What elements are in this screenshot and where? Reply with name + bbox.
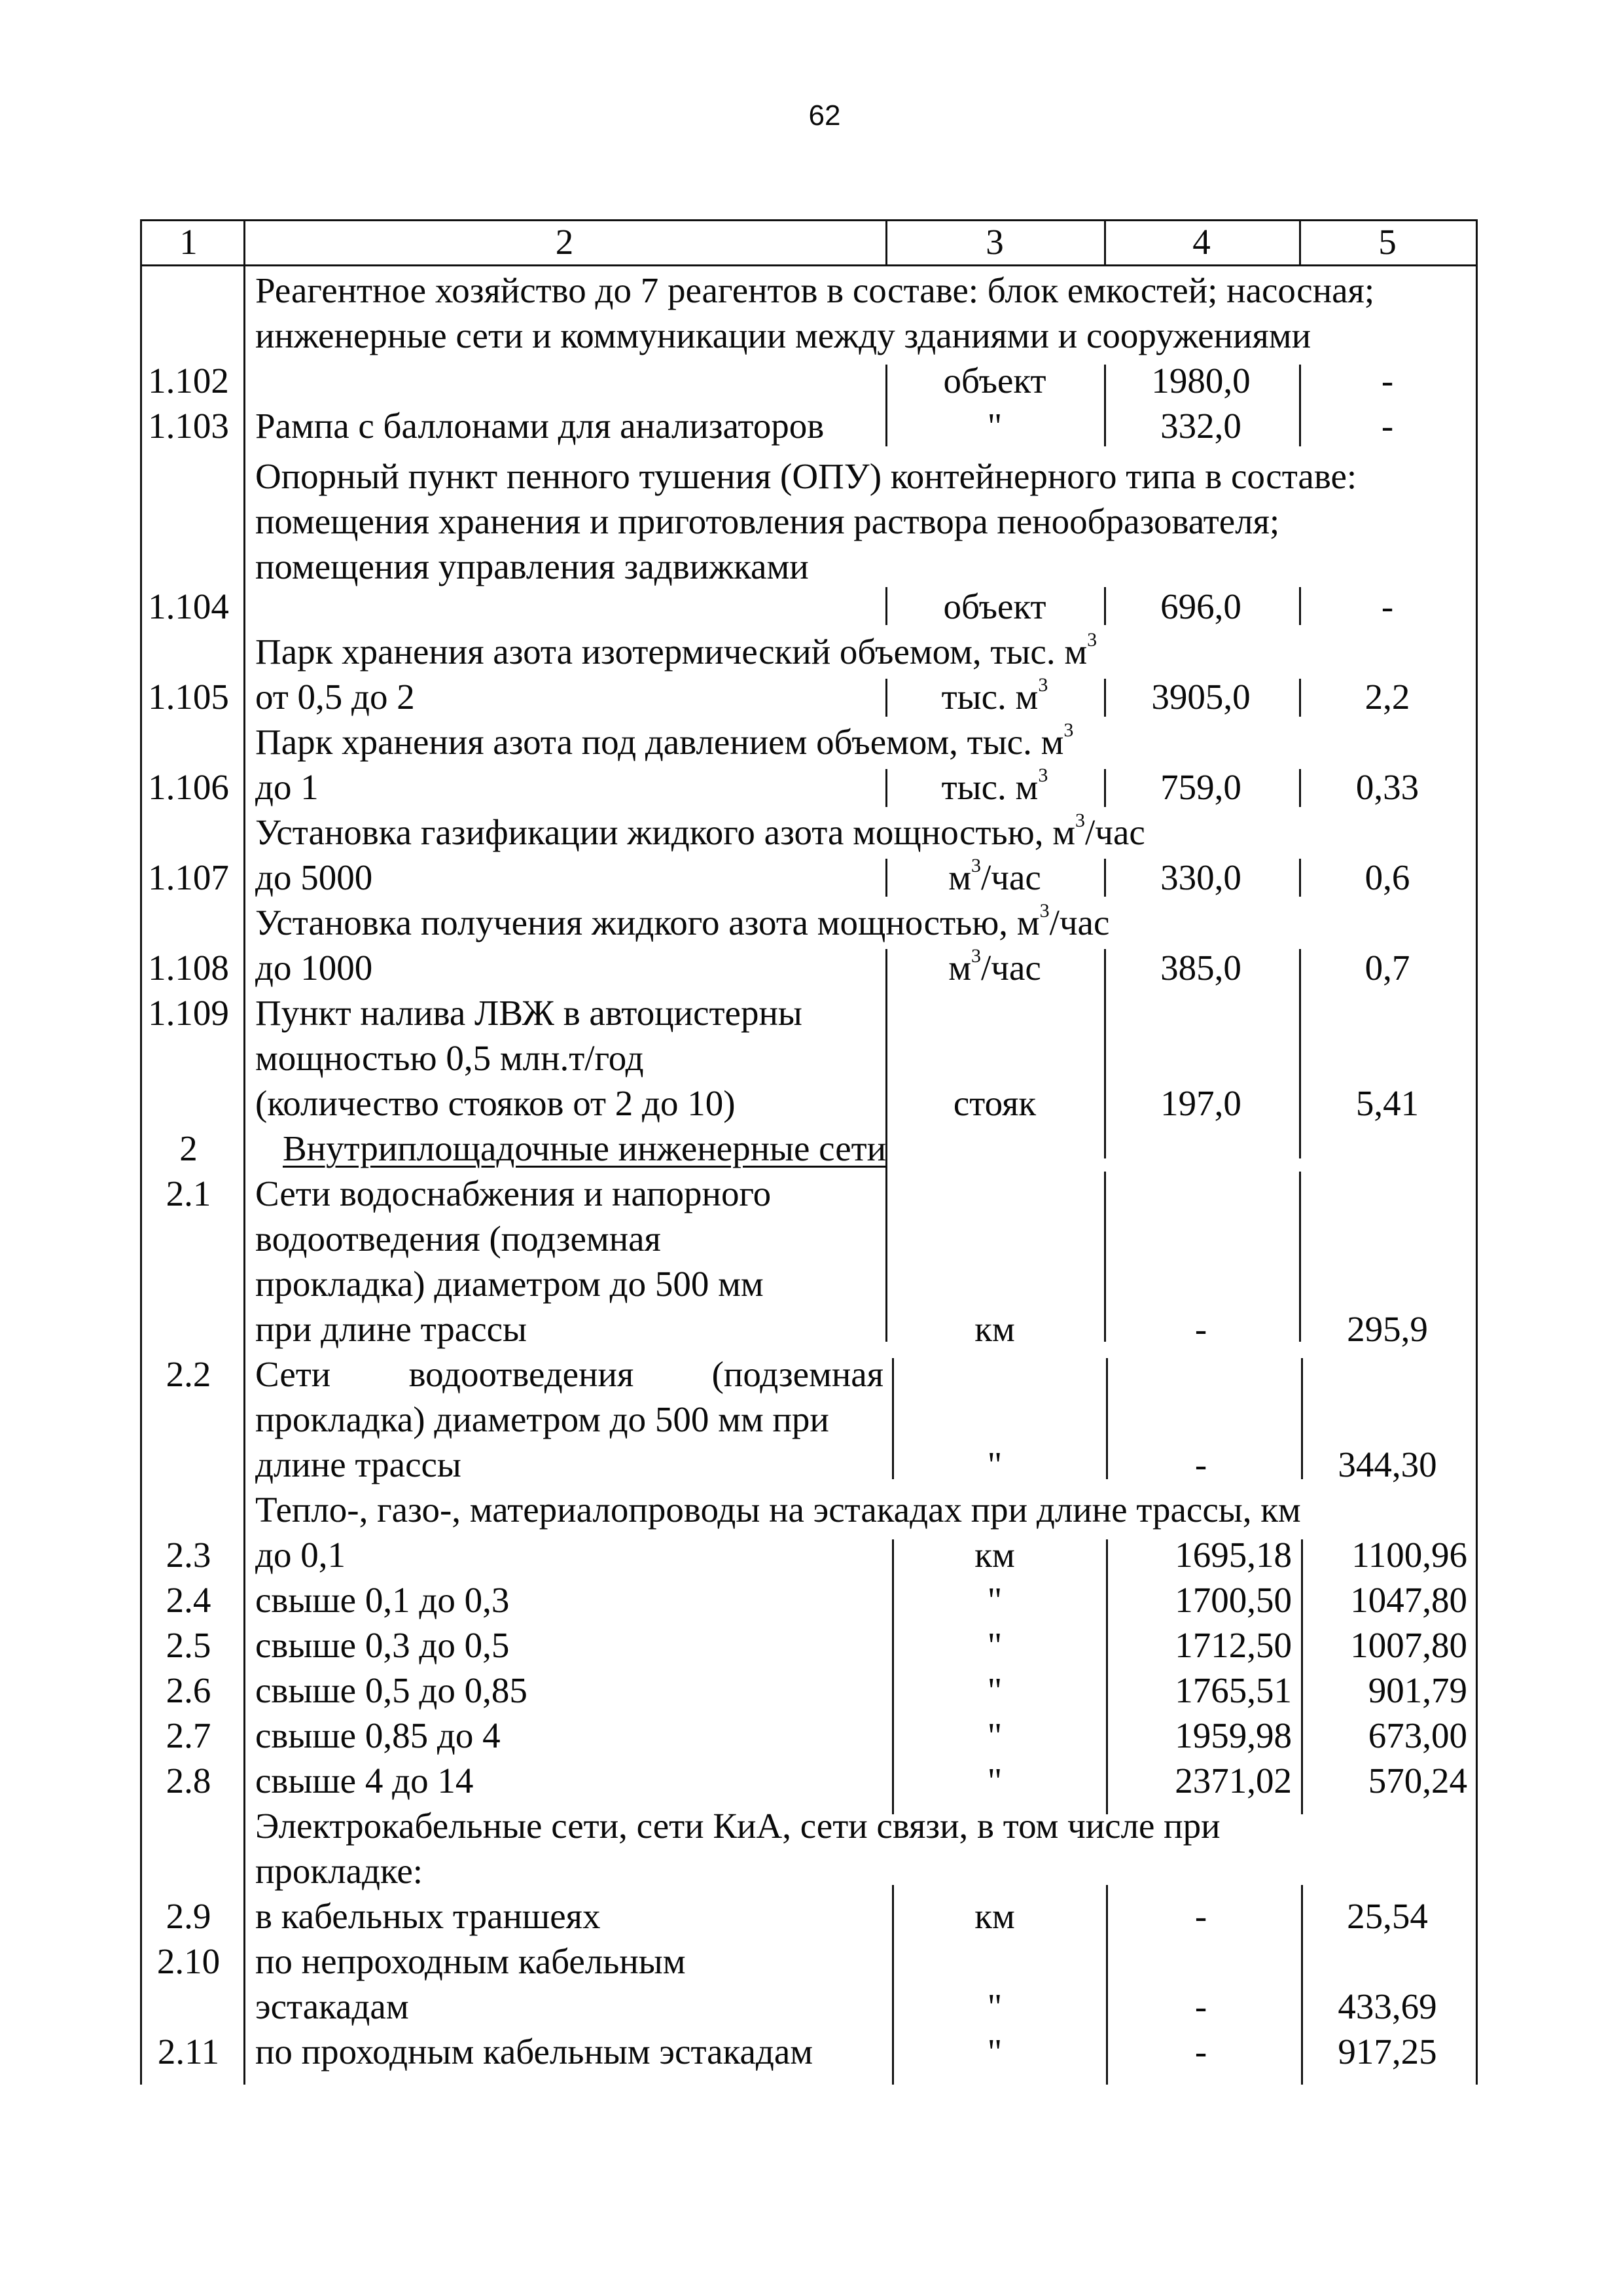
- superscript: 3: [1038, 673, 1048, 696]
- row-heading: [255, 901, 1109, 945]
- unit-text-suffix: /час: [981, 948, 1041, 988]
- row-number: 2.5: [166, 1625, 211, 1665]
- value-col5: 2,2: [1364, 677, 1410, 717]
- item-name: свыше 0,1 до 0,3: [255, 1580, 510, 1620]
- value-col5: 1007,80: [1350, 1625, 1467, 1665]
- col4-separator: [1299, 1172, 1301, 1342]
- item-name: до 1: [255, 767, 319, 807]
- value-col5: 901,79: [1368, 1670, 1467, 1710]
- row-heading: прокладке:: [255, 1851, 423, 1891]
- value-col5: 1100,96: [1351, 1535, 1467, 1575]
- value-col4: 1980,0: [1151, 361, 1251, 401]
- value-col4: 332,0: [1160, 406, 1241, 446]
- unit-cell: объект: [943, 586, 1046, 626]
- page-number: 62: [808, 99, 841, 132]
- unit-cell: ": [987, 1444, 1003, 1484]
- heading-text: Парк хранения азота изотермический объемом, тыс. м: [255, 632, 1088, 672]
- unit-text: м: [948, 857, 972, 897]
- unit-cell: км: [974, 1535, 1015, 1575]
- item-name: свыше 0,5 до 0,85: [255, 1670, 527, 1710]
- row-number: 1.104: [148, 586, 229, 626]
- unit-text-suffix: /час: [981, 857, 1041, 897]
- row-number: 1.108: [148, 948, 229, 988]
- header-col3: 3: [986, 222, 1004, 262]
- value-col4: 385,0: [1160, 948, 1241, 988]
- section-title: Внутриплощадочные инженерные сети: [283, 1128, 887, 1168]
- row-heading: Тепло-, газо-, материалопроводы на эстакадах при длине трассы, км: [255, 1490, 1301, 1530]
- superscript: 3: [1039, 899, 1050, 922]
- heading-text-suffix: /час: [1049, 903, 1110, 942]
- unit-text: тыс. м: [941, 767, 1039, 807]
- superscript: 3: [1063, 719, 1074, 741]
- value-col5: -: [1381, 361, 1394, 401]
- row-number: 2.4: [166, 1580, 211, 1620]
- item-name: свыше 0,85 до 4: [255, 1715, 501, 1755]
- row-heading: инженерные сети и коммуникации между зданиями и сооружениями: [255, 315, 1311, 355]
- value-col4: 197,0: [1160, 1083, 1241, 1123]
- unit-cell: км: [974, 1896, 1015, 1936]
- row-heading: Реагентное хозяйство до 7 реагентов в составе: блок емкостей; насосная;: [255, 270, 1375, 310]
- col4-separator: [1299, 365, 1301, 446]
- item-name: до 1000: [255, 948, 373, 988]
- row-number: 1.102: [148, 361, 229, 401]
- item-name: до 5000: [255, 857, 373, 897]
- value-col5: 0,33: [1355, 767, 1419, 807]
- value-col5: 1047,80: [1350, 1580, 1467, 1620]
- value-col4: 1765,51: [1175, 1670, 1292, 1710]
- header-col2: 2: [555, 222, 574, 262]
- superscript: 3: [971, 944, 982, 967]
- value-col4: -: [1194, 2032, 1207, 2072]
- row-number: 1.103: [148, 406, 229, 446]
- value-col5: 570,24: [1368, 1761, 1467, 1801]
- unit-cell: ": [987, 1580, 1003, 1620]
- row-number: 2.6: [166, 1670, 211, 1710]
- col4-separator: [1299, 679, 1301, 717]
- item-name: по непроходным кабельным: [255, 1941, 686, 1981]
- value-col4: 1959,98: [1175, 1715, 1292, 1755]
- header-col4: 4: [1192, 222, 1211, 262]
- col4-separator: [1299, 859, 1301, 897]
- value-col5: 433,69: [1338, 1986, 1437, 2026]
- value-col5: 0,6: [1364, 857, 1410, 897]
- heading-text: Парк хранения азота под давлением объемом, тыс. м: [255, 722, 1064, 762]
- row-heading: [255, 810, 1145, 855]
- col1-separator: [243, 219, 245, 2085]
- item-name: Сети водоснабжения и напорного: [255, 1174, 772, 1213]
- row-number: 2.1: [166, 1174, 211, 1213]
- item-name: Рампа с баллонами для анализаторов: [255, 406, 825, 446]
- item-name: от 0,5 до 2: [255, 677, 415, 717]
- value-col4: -: [1194, 1309, 1207, 1349]
- item-name: прокладка) диаметром до 500 мм: [255, 1264, 764, 1304]
- value-col4: 1700,50: [1175, 1580, 1292, 1620]
- item-name: прокладка) диаметром до 500 мм при: [255, 1399, 829, 1439]
- unit-cell: [887, 946, 1103, 990]
- col4-separator: [1299, 769, 1301, 807]
- item-name: мощностью 0,5 млн.т/год: [255, 1038, 644, 1078]
- value-col5: -: [1381, 586, 1394, 626]
- table-left-border: [140, 219, 142, 2085]
- unit-cell: стояк: [953, 1083, 1037, 1123]
- item-name: в кабельных траншеях: [255, 1896, 601, 1936]
- item-name: Сети водоотведения (подземная: [255, 1354, 883, 1394]
- row-number: 2.7: [166, 1715, 211, 1755]
- row-number: 2.10: [156, 1941, 221, 1981]
- unit-cell: [887, 855, 1103, 900]
- unit-cell: ": [987, 1715, 1003, 1755]
- value-col5: 5,41: [1355, 1083, 1419, 1123]
- item-name: свыше 0,3 до 0,5: [255, 1625, 510, 1665]
- row-number: 1.109: [148, 993, 229, 1033]
- unit-cell: объект: [943, 361, 1046, 401]
- superscript: 3: [1038, 764, 1048, 786]
- value-col4: 696,0: [1160, 586, 1241, 626]
- section-number: 2: [179, 1128, 198, 1168]
- unit-text: м: [948, 948, 972, 988]
- heading-text: Установка получения жидкого азота мощностью, м: [255, 903, 1040, 942]
- heading-text: Установка газификации жидкого азота мощностью, м: [255, 812, 1075, 852]
- value-col4: 330,0: [1160, 857, 1241, 897]
- row-number: 1.106: [148, 767, 229, 807]
- row-number: 1.105: [148, 677, 229, 717]
- row-heading: помещения хранения и приготовления раствора пенообразователя;: [255, 501, 1280, 541]
- item-name: Пункт налива ЛВЖ в автоцистерны: [255, 993, 802, 1033]
- row-heading: помещения управления задвижками: [255, 547, 809, 586]
- unit-cell: ": [987, 1761, 1003, 1801]
- item-name: до 0,1: [255, 1535, 346, 1575]
- unit-cell: ": [987, 2032, 1003, 2072]
- unit-text: тыс. м: [941, 677, 1039, 717]
- value-col5: 25,54: [1347, 1896, 1428, 1936]
- item-name: длине трассы: [255, 1444, 461, 1484]
- value-col5: 673,00: [1368, 1715, 1467, 1755]
- item-name: эстакадам: [255, 1986, 409, 2026]
- value-col4: 1712,50: [1175, 1625, 1292, 1665]
- value-col5: -: [1381, 406, 1394, 446]
- value-col4: -: [1194, 1444, 1207, 1484]
- value-col5: 917,25: [1338, 2032, 1437, 2072]
- unit-cell: ": [987, 1986, 1003, 2026]
- row-number: 1.107: [148, 857, 229, 897]
- row-heading: [255, 630, 1097, 674]
- unit-cell: [887, 675, 1103, 719]
- table-right-border: [1476, 219, 1478, 2085]
- value-col5: 344,30: [1338, 1444, 1437, 1484]
- row-number: 2.9: [166, 1896, 211, 1936]
- superscript: 3: [1075, 809, 1085, 831]
- value-col4: -: [1194, 1986, 1207, 2026]
- value-col4: 3905,0: [1151, 677, 1251, 717]
- item-name: при длине трассы: [255, 1309, 527, 1349]
- value-col4: 2371,02: [1175, 1761, 1292, 1801]
- value-col5: 295,9: [1347, 1309, 1428, 1349]
- row-number: 2.11: [157, 2032, 220, 2072]
- header-col5: 5: [1378, 222, 1397, 262]
- value-col4: 1695,18: [1175, 1535, 1292, 1575]
- unit-cell: [887, 765, 1103, 810]
- row-heading: Электрокабельные сети, сети КиА, сети связи, в том числе при: [255, 1806, 1221, 1846]
- unit-cell: км: [974, 1309, 1015, 1349]
- unit-cell: ": [987, 406, 1003, 446]
- item-name: водоотведения (подземная: [255, 1219, 661, 1259]
- item-name: (количество стояков от 2 до 10): [255, 1083, 736, 1123]
- value-col4: -: [1194, 1896, 1207, 1936]
- header-bottom-border: [140, 264, 1478, 266]
- row-number: 2.8: [166, 1761, 211, 1801]
- row-number: 2.3: [166, 1535, 211, 1575]
- item-name: свыше 4 до 14: [255, 1761, 474, 1801]
- row-number: 2.2: [166, 1354, 211, 1394]
- col4-separator: [1299, 587, 1301, 625]
- header-col1: 1: [179, 222, 198, 262]
- row-heading: Опорный пункт пенного тушения (ОПУ) контейнерного типа в составе:: [255, 456, 1357, 496]
- value-col4: 759,0: [1160, 767, 1241, 807]
- item-name: по проходным кабельным эстакадам: [255, 2032, 813, 2072]
- value-col5: 0,7: [1364, 948, 1410, 988]
- superscript: 3: [1087, 628, 1097, 651]
- heading-text-suffix: /час: [1085, 812, 1145, 852]
- row-heading: [255, 720, 1073, 764]
- unit-cell: ": [987, 1670, 1003, 1710]
- unit-cell: ": [987, 1625, 1003, 1665]
- superscript: 3: [971, 854, 982, 876]
- col4-separator: [1299, 949, 1301, 1158]
